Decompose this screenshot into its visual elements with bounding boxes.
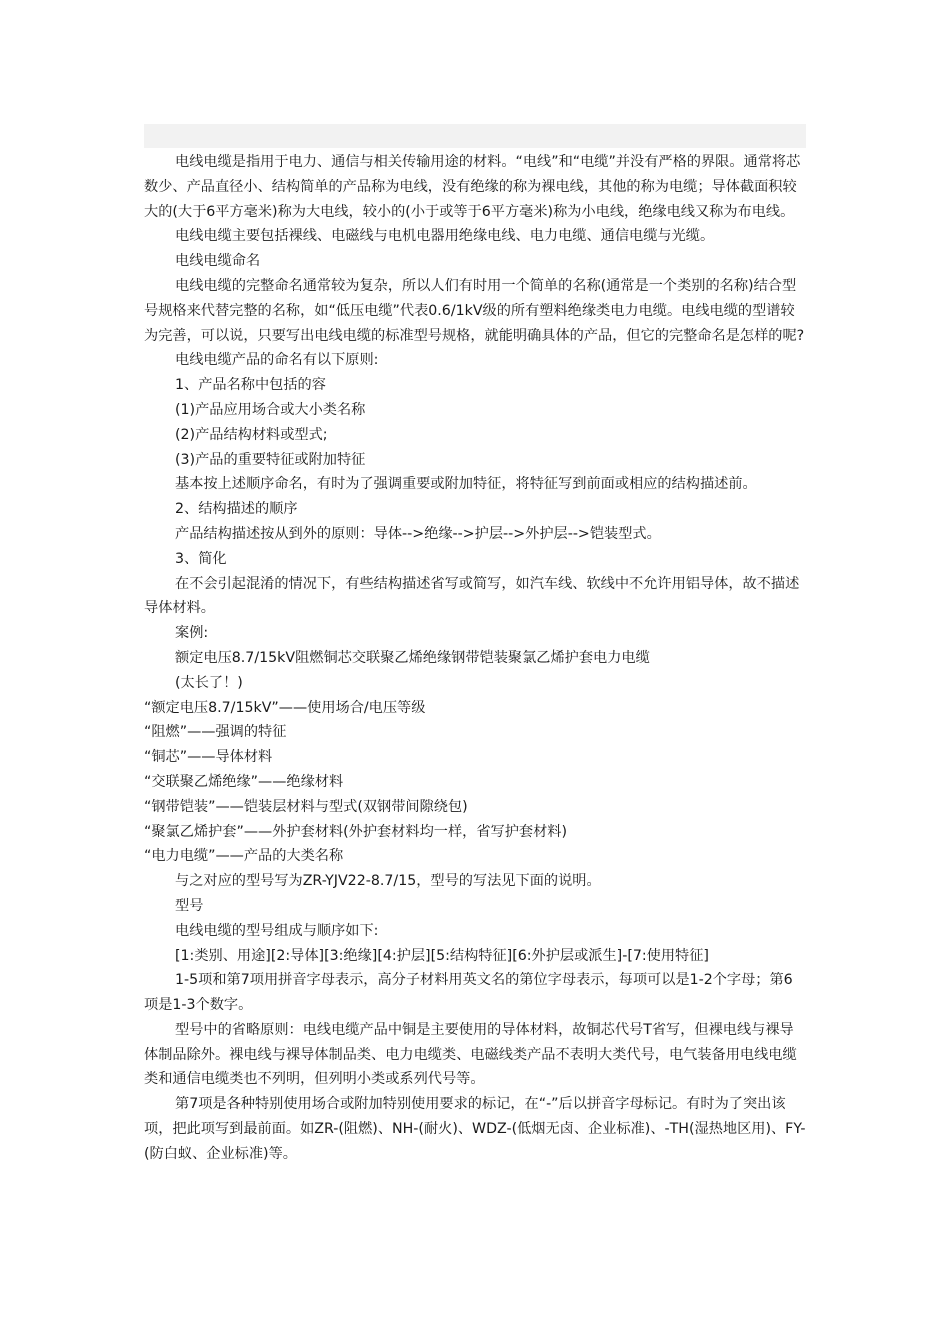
document-body [144, 150, 806, 1167]
paragraph-structure: 产品结构描述按从到外的原则：导体-->绝缘-->护层-->外护层-->铠装型式。 [175, 525, 661, 542]
case-breakdown-item: “聚氯乙烯护套”——外护套材料(外护套材料均一样，省写护套材料) [144, 823, 568, 840]
paragraph-omission: 型号中的省略原则：电线电缆产品中铜是主要使用的导体材料，故铜芯代号T省写，但裸电线与裸导体制品除外。裸电线与裸导体制品类、电力电缆类、电磁线类产品不表明大类代号，电气装备用电线电缆类和通信电缆类也不列明，但列明小类或系列代号等。 [144, 1021, 797, 1088]
paragraph-model-composition: 电线电缆的型号组成与顺序如下: [175, 922, 379, 939]
list-item: (3)产品的重要特征或附加特征 [175, 451, 366, 468]
header-band [144, 124, 806, 148]
list-heading-3: 3、简化 [175, 550, 227, 567]
paragraph-principles: 电线电缆产品的命名有以下原则: [175, 352, 379, 369]
case-breakdown-item: “铜芯”——导体材料 [144, 749, 273, 766]
list-heading-2: 2、结构描述的顺序 [175, 501, 298, 518]
paragraph-types: 电线电缆主要包括裸线、电磁线与电机电器用绝缘电线、电力电缆、通信电缆与光缆。 [175, 228, 715, 245]
case-breakdown-item: “电力电缆”——产品的大类名称 [144, 848, 344, 865]
case-breakdown-item: “钢带铠装”——铠装层材料与型式(双钢带间隙绕包) [144, 798, 468, 815]
list-item: (2)产品结构材料或型式; [175, 426, 328, 443]
paragraph-model-code: 与之对应的型号写为ZR-YJV22-8.7/15，型号的写法见下面的说明。 [175, 873, 601, 890]
section-heading-model: 型号 [175, 897, 204, 914]
case-note: (太长了！) [175, 674, 243, 691]
case-breakdown-item: “交联聚乙烯绝缘”——绝缘材料 [144, 773, 344, 790]
paragraph-intro: 电线电缆是指用于电力、通信与相关传输用途的材料。“电线”和“电缆”并没有严格的界限。通常将芯数少、产品直径小、结构简单的产品称为电线，没有绝缘的称为裸电线，其他的称为电缆；导体截面积较大的(大于6平方毫米)称为大电线，较小的(小于或等于6平方毫米)称为小电线，绝缘电线又称为布电线。 [144, 154, 801, 220]
section-heading-naming: 电线电缆命名 [175, 253, 261, 270]
paragraph-model-letters: 1-5项和第7项用拼音字母表示，高分子材料用英文名的第位字母表示，每项可以是1-2个字母；第6项是1-3个数字。 [144, 972, 793, 1014]
paragraph-order: 基本按上述顺序命名，有时为了强调重要或附加特征，将特征写到前面或相应的结构描述前。 [175, 476, 757, 493]
case-breakdown-item: “阻燃”——强调的特征 [144, 724, 287, 741]
case-label: 案例: [175, 625, 209, 642]
paragraph-simplify: 在不会引起混淆的情况下，有些结构描述省写或简写，如汽车线、软线中不允许用铝导体，故不描述导体材料。 [144, 575, 800, 617]
case-name: 额定电压8.7/15kV阻燃铜芯交联聚乙烯绝缘钢带铠装聚氯乙烯护套电力电缆 [175, 649, 650, 666]
model-format: [1:类别、用途][2:导体][3:绝缘][4:护层][5:结构特征][6:外护层或派生]-[7:使用特征] [175, 947, 709, 964]
paragraph-item7: 第7项是各种特别使用场合或附加特别使用要求的标记，在“-”后以拼音字母标记。有时为了突出该项，把此项写到最前面。如ZR-(阻燃)、NH-(耐火)、WDZ-(低烟无卤、企业标准)、-TH(湿热地区用)、FY-(防白蚁、企业标准)等。 [144, 1096, 806, 1162]
paragraph-naming: 电线电缆的完整命名通常较为复杂，所以人们有时用一个简单的名称(通常是一个类别的名称)结合型号规格来代替完整的名称，如“低压电缆”代表0.6/1kV级的所有塑料绝缘类电力电缆。电线电缆的型谱较为完善，可以说，只要写出电线电缆的标准型号规格，就能明确具体的产品，但它的完整命名是怎样的呢? [144, 277, 805, 344]
list-heading-1: 1、产品名称中包括的容 [175, 377, 326, 394]
case-breakdown-item: “额定电压8.7/15kV”——使用场合/电压等级 [144, 699, 426, 716]
list-item: (1)产品应用场合或大小类名称 [175, 401, 366, 418]
